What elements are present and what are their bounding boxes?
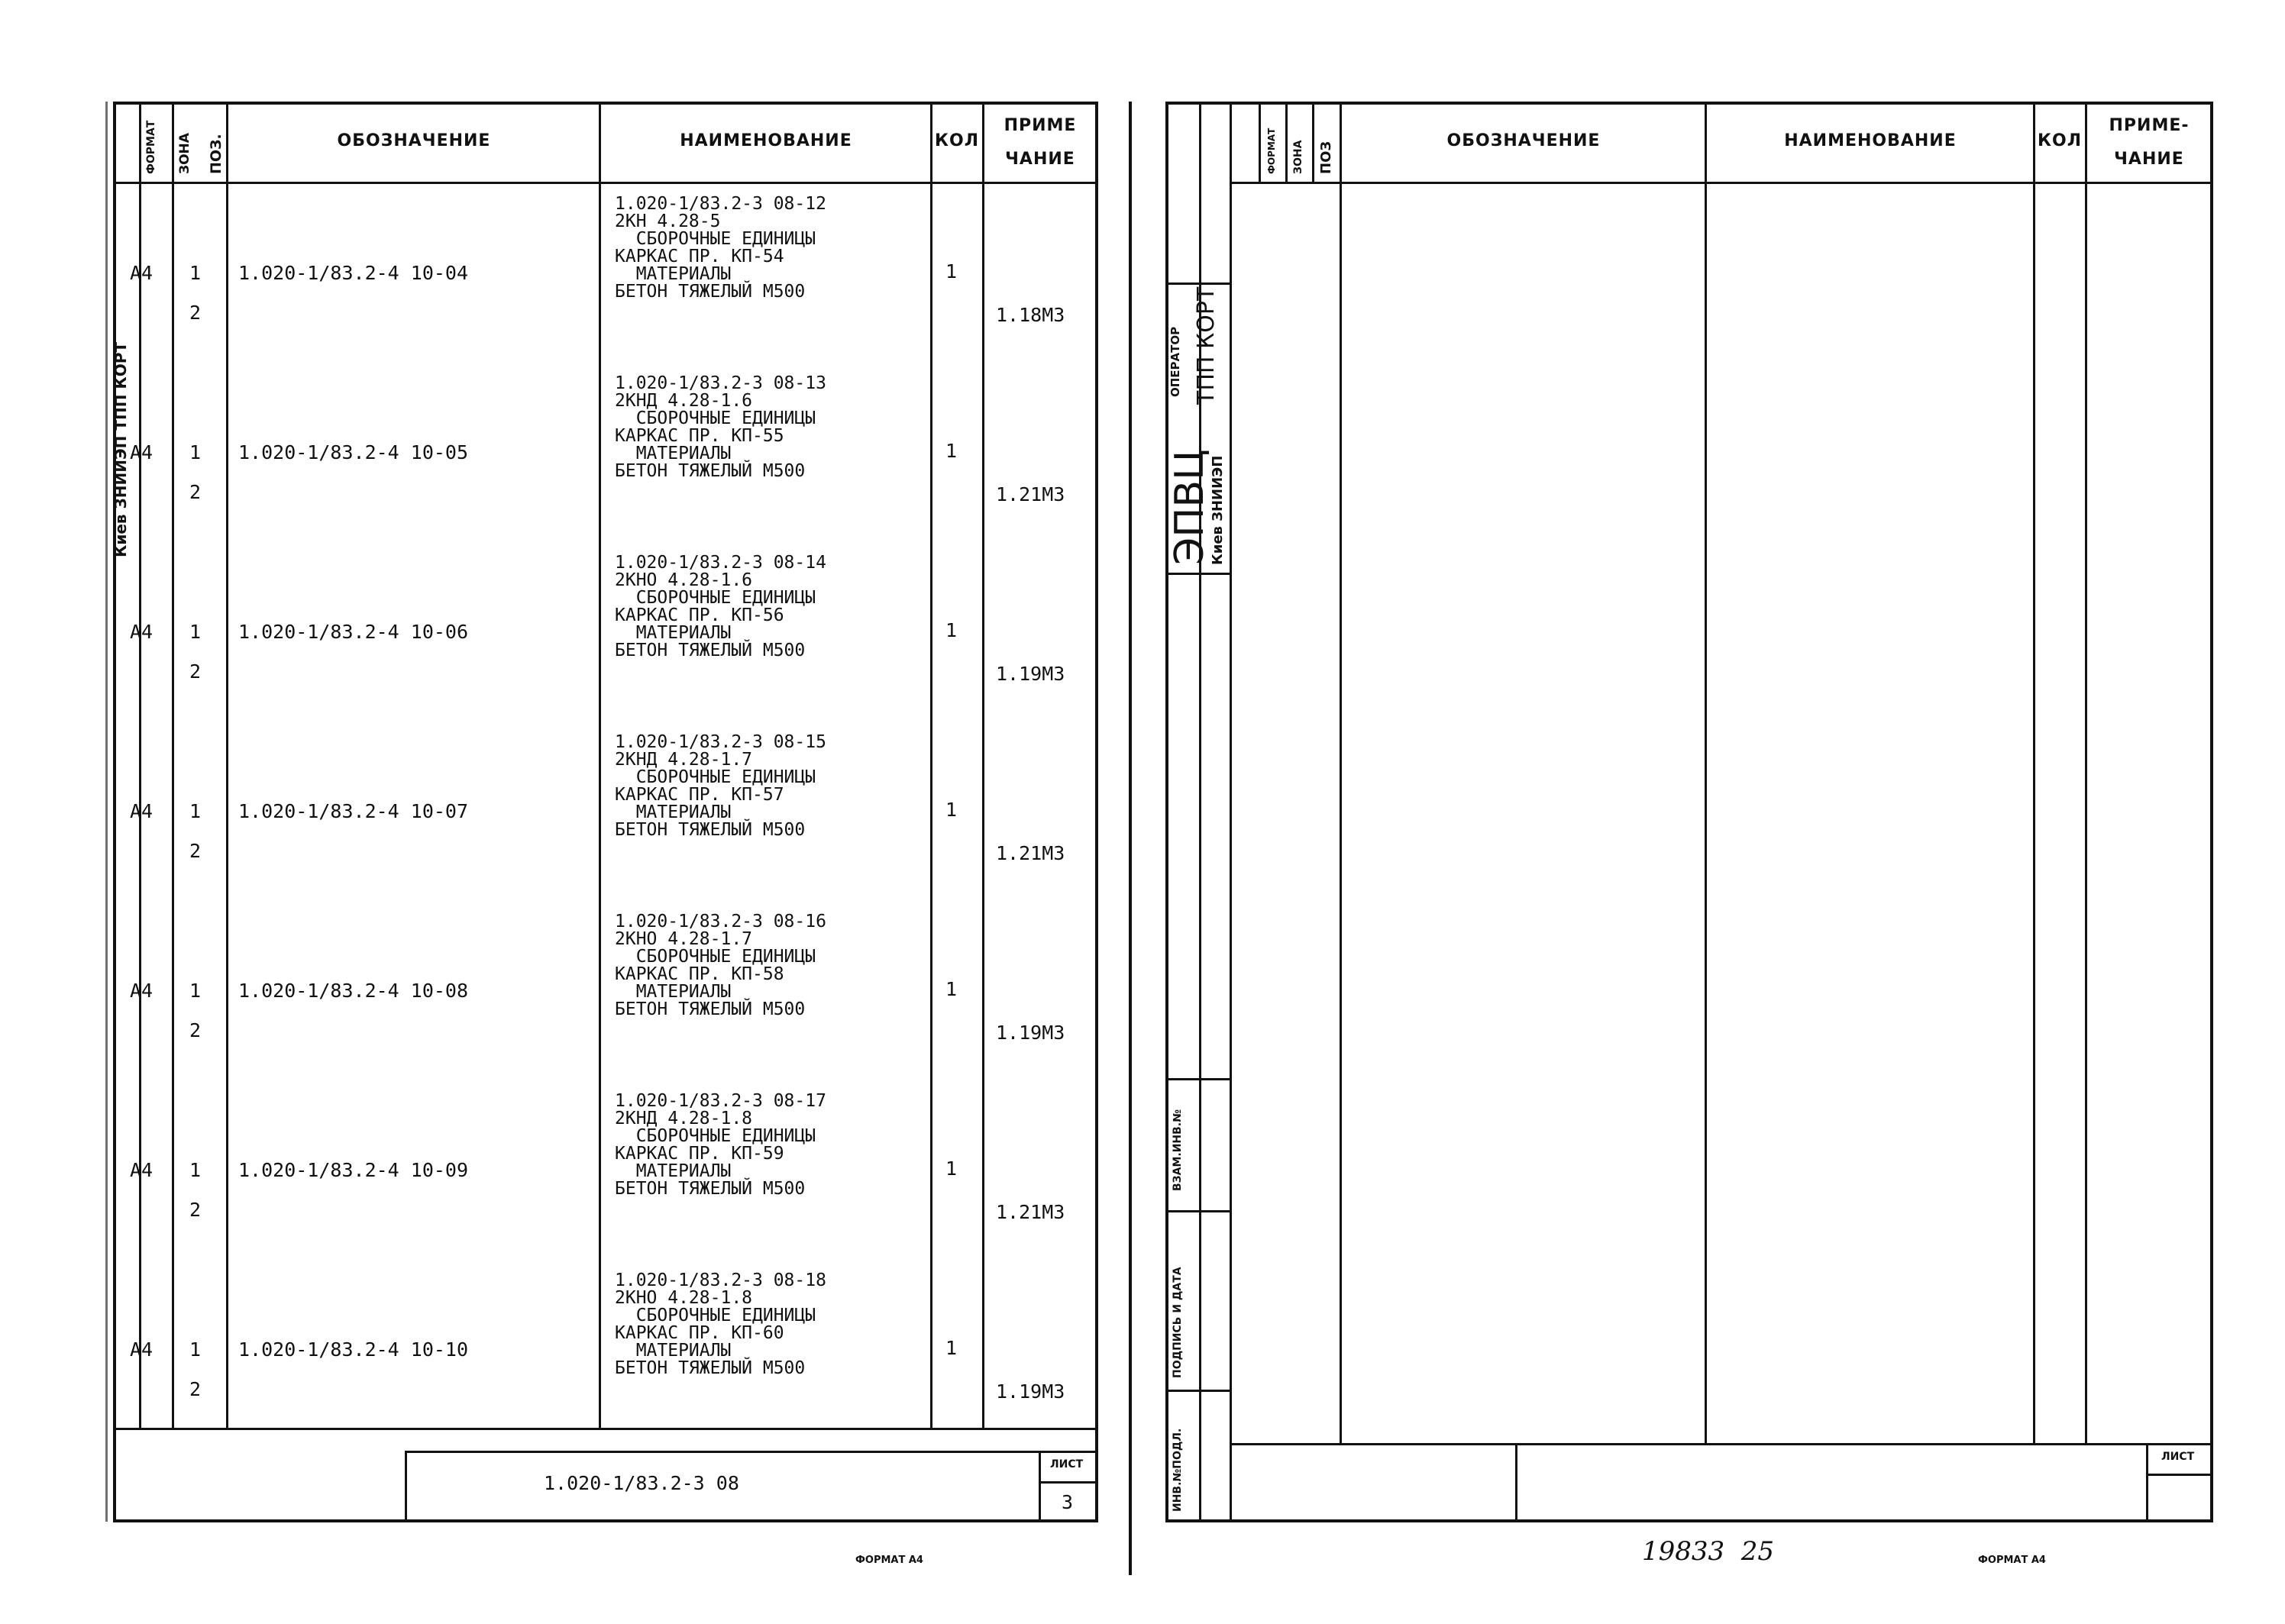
- row-designation: 1.020-1/83.2-4 10-05: [238, 441, 469, 463]
- row-designation: 1.020-1/83.2-4 10-04: [238, 262, 469, 284]
- header-qty: КОЛ: [2038, 131, 2082, 150]
- side-label-sign-date: ПОДПИСЬ И ДАТА: [1172, 1267, 1184, 1378]
- row-qty: 1: [945, 799, 958, 821]
- row-designation: 1.020-1/83.2-4 10-07: [238, 800, 469, 822]
- row-note: 1.21М3: [996, 842, 1065, 864]
- row-pos-2: 2: [189, 1019, 202, 1041]
- row-format: А4: [130, 1159, 154, 1181]
- row-name: 1.020-1/83.2-3 08-18 2КНО 4.28-1.8 СБОРОЧНЫЕ ЕДИНИЦЫ КАРКАС ПР. КП-60 МАТЕРИАЛЫ БЕТОН ТЯЖЕЛЫЙ М500: [615, 1270, 826, 1378]
- row-pos-2: 2: [189, 840, 202, 862]
- header-qty: КОЛ: [935, 131, 979, 150]
- row-name: 1.020-1/83.2-3 08-14 2КНО 4.28-1.6 СБОРОЧНЫЕ ЕДИНИЦЫ КАРКАС ПР. КП-56 МАТЕРИАЛЫ БЕТОН ТЯЖЕЛЫЙ М500: [615, 553, 826, 660]
- row-qty: 1: [945, 1337, 958, 1359]
- row-qty: 1: [945, 440, 958, 462]
- row-format: А4: [130, 441, 154, 463]
- header-note-1: ПРИМЕ: [1004, 116, 1077, 135]
- row-pos-2: 2: [189, 481, 202, 503]
- header-format: ФОРМАТ: [1266, 128, 1277, 174]
- header-format: ФОРМАТ: [145, 120, 157, 174]
- row-format: А4: [130, 800, 154, 822]
- sheet-label: ЛИСТ: [2161, 1451, 2195, 1463]
- header-zone: ЗОНА: [1292, 140, 1304, 174]
- header-note-1: ПРИМЕ-: [2109, 116, 2190, 135]
- header-zone: ЗОНА: [177, 133, 192, 174]
- sheet-number: 3: [1062, 1491, 1074, 1513]
- row-format: А4: [130, 262, 154, 284]
- row-qty: 1: [945, 1157, 958, 1180]
- row-designation: 1.020-1/83.2-4 10-06: [238, 621, 469, 643]
- row-pos-1: 1: [189, 621, 202, 643]
- row-pos-2: 2: [189, 1199, 202, 1221]
- side-label-inv-orig: ИНВ.№ПОДЛ.: [1172, 1428, 1184, 1512]
- row-name: 1.020-1/83.2-3 08-16 2КНО 4.28-1.7 СБОРОЧНЫЕ ЕДИНИЦЫ КАРКАС ПР. КП-58 МАТЕРИАЛЫ БЕТОН ТЯЖЕЛЫЙ М500: [615, 912, 826, 1019]
- row-name: 1.020-1/83.2-3 08-13 2КНД 4.28-1.6 СБОРОЧНЫЕ ЕДИНИЦЫ КАРКАС ПР. КП-55 МАТЕРИАЛЫ БЕТОН ТЯЖЕЛЫЙ М500: [615, 373, 826, 481]
- row-note: 1.19М3: [996, 1380, 1065, 1403]
- stamp-org: Киев ЗНИИЭП: [1210, 455, 1226, 565]
- row-designation: 1.020-1/83.2-4 10-09: [238, 1159, 469, 1181]
- row-format: А4: [130, 980, 154, 1002]
- header-pos: ПОЗ: [1318, 140, 1334, 174]
- row-pos-2: 2: [189, 1378, 202, 1400]
- row-qty: 1: [945, 260, 958, 283]
- handwritten-number: 19833 25: [1642, 1536, 1775, 1567]
- header-pos: ПОЗ.: [208, 134, 225, 174]
- row-note: 1.21М3: [996, 483, 1065, 505]
- row-format: А4: [130, 1338, 154, 1361]
- row-pos-1: 1: [189, 441, 202, 463]
- header-designation: ОБОЗНАЧЕНИЕ: [337, 131, 491, 150]
- format-label: ФОРМАТ А4: [1978, 1555, 2046, 1566]
- stamp-big: ЭПВЦ: [1167, 449, 1213, 565]
- row-pos-2: 2: [189, 660, 202, 683]
- stamp-tpp: ТПП КОРТ: [1193, 286, 1220, 405]
- sheet-label: ЛИСТ: [1050, 1458, 1084, 1471]
- row-note: 1.18М3: [996, 304, 1065, 326]
- row-qty: 1: [945, 619, 958, 641]
- row-note: 1.19М3: [996, 1022, 1065, 1044]
- row-pos-2: 2: [189, 302, 202, 324]
- header-note-2: ЧАНИЕ: [1005, 150, 1075, 169]
- row-name: 1.020-1/83.2-3 08-12 2КН 4.28-5 СБОРОЧНЫЕ ЕДИНИЦЫ КАРКАС ПР. КП-54 МАТЕРИАЛЫ БЕТОН ТЯЖЕЛЫЙ М500: [615, 194, 826, 302]
- org-stamp: Киев ЗНИИЭП ТПП КОРТ: [112, 341, 130, 557]
- row-pos-1: 1: [189, 262, 202, 284]
- side-label-vzam-inv: ВЗАМ.ИНВ.№: [1172, 1109, 1184, 1191]
- row-pos-1: 1: [189, 800, 202, 822]
- header-name: НАИМЕНОВАНИЕ: [680, 131, 852, 150]
- row-qty: 1: [945, 978, 958, 1000]
- row-note: 1.21М3: [996, 1201, 1065, 1223]
- row-format: А4: [130, 621, 154, 643]
- header-designation: ОБОЗНАЧЕНИЕ: [1446, 131, 1601, 150]
- row-pos-1: 1: [189, 980, 202, 1002]
- row-pos-1: 1: [189, 1159, 202, 1181]
- header-name: НАИМЕНОВАНИЕ: [1784, 131, 1957, 150]
- row-name: 1.020-1/83.2-3 08-17 2КНД 4.28-1.8 СБОРОЧНЫЕ ЕДИНИЦЫ КАРКАС ПР. КП-59 МАТЕРИАЛЫ БЕТОН ТЯЖЕЛЫЙ М500: [615, 1091, 826, 1199]
- format-label: ФОРМАТ А4: [855, 1555, 923, 1566]
- row-name: 1.020-1/83.2-3 08-15 2КНД 4.28-1.7 СБОРОЧНЫЕ ЕДИНИЦЫ КАРКАС ПР. КП-57 МАТЕРИАЛЫ БЕТОН ТЯЖЕЛЫЙ М500: [615, 732, 826, 840]
- footer-code: 1.020-1/83.2-3 08: [544, 1472, 739, 1494]
- header-note-2: ЧАНИЕ: [2114, 150, 2184, 169]
- row-pos-1: 1: [189, 1338, 202, 1361]
- row-designation: 1.020-1/83.2-4 10-08: [238, 980, 469, 1002]
- row-designation: 1.020-1/83.2-4 10-10: [238, 1338, 469, 1361]
- stamp-operator: ОПЕРАТОР: [1168, 326, 1182, 397]
- row-note: 1.19М3: [996, 663, 1065, 685]
